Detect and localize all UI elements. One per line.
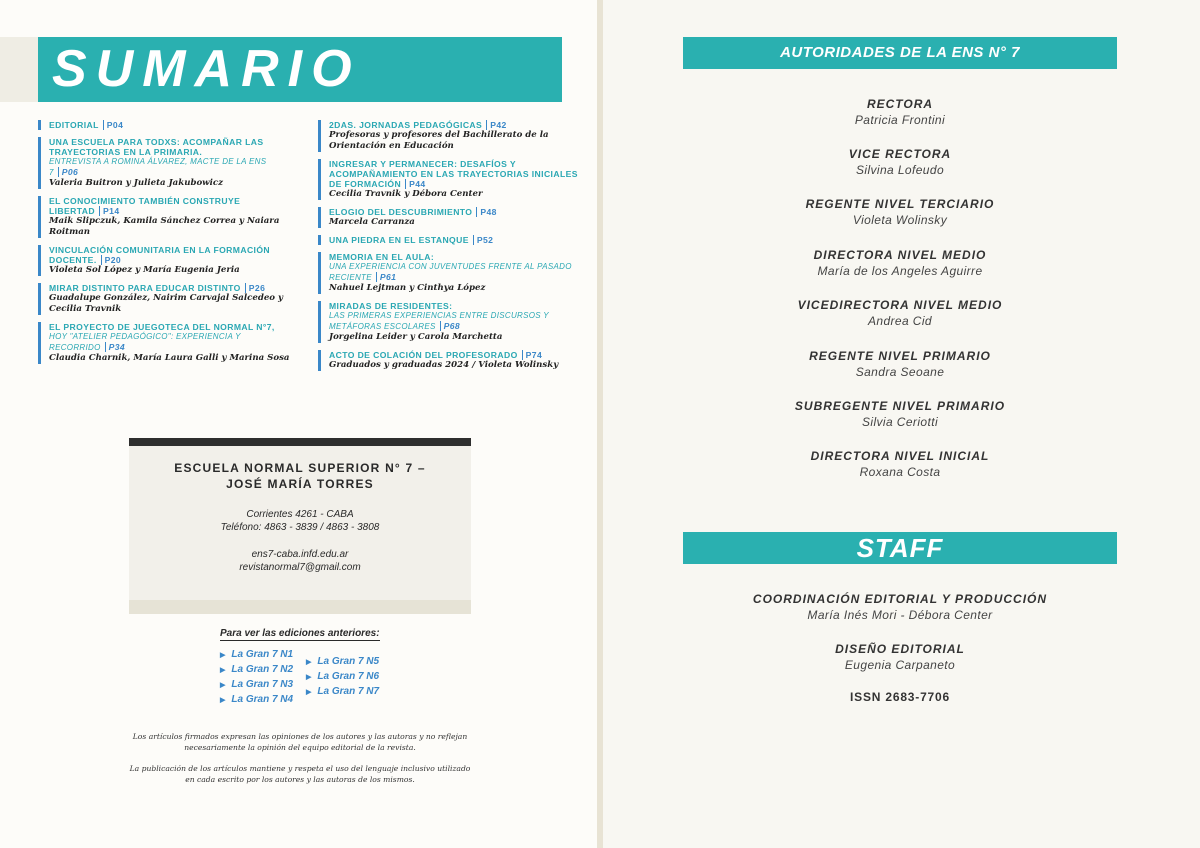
role-name: Eugenia Carpaneto [844, 658, 956, 672]
toc-item[interactable] [38, 196, 298, 238]
toc-title: EL CONOCIMIENTO TAMBIÉN CONSTRUYE LIBERTAD [49, 196, 241, 216]
toc-title: MIRAR DISTINTO PARA EDUCAR DISTINTO [49, 283, 241, 293]
edition-link[interactable] [306, 670, 379, 685]
toc-page: P04 [103, 120, 124, 130]
decorative-strip [0, 37, 38, 102]
phone: Teléfono: 4863 - 3839 / 4863 - 3808 [220, 522, 380, 533]
edition-label: La Gran 7 N5 [317, 656, 380, 667]
triangle-right-icon: ▶ [306, 674, 312, 681]
address: Corrientes 4261 - CABA [246, 509, 354, 520]
triangle-right-icon: ▶ [220, 667, 226, 674]
authority-subregente-primario [683, 398, 1117, 430]
role-title: DISEÑO EDITORIAL [835, 642, 965, 656]
toc-item[interactable] [38, 245, 298, 276]
toc-subtitle: ENTREVISTA A ROMINA ÁLVAREZ, MACTE DE LA ENS 7 [49, 157, 267, 177]
authorities-title: AUTORIDADES DE LA ENS N° 7 [683, 37, 1117, 69]
authority-vice-rectora [683, 146, 1117, 178]
previous-editions-col1 [220, 648, 293, 708]
role-title: RECTORA [866, 97, 934, 111]
toc-title: MIRADAS DE RESIDENTES: [329, 301, 453, 311]
toc-title: EL PROYECTO DE JUEGOTECA DEL NORMAL N°7, [49, 322, 275, 332]
toc-authors: Maik Slipczuk, Kamila Sánchez Correa y Naiara Roitman [49, 216, 280, 237]
toc-item[interactable] [318, 207, 578, 228]
toc-page: P48 [476, 207, 497, 217]
role-title: REGENTE NIVEL TERCIARIO [805, 197, 995, 211]
toc-authors: Nahuel Lejtman y Cinthya López [329, 283, 486, 293]
toc-item[interactable] [318, 120, 578, 152]
role-name: Andrea Cid [867, 314, 933, 328]
edition-link[interactable] [306, 655, 379, 670]
toc-authors: Profesoras y profesores del Bachillerato de la Orientación en Educación [329, 130, 549, 151]
toc-title: ELOGIO DEL DESCUBRIMIENTO [329, 207, 473, 217]
toc-title: ACTO DE COLACIÓN DEL PROFESORADO [329, 350, 518, 360]
edition-label: La Gran 7 N3 [231, 679, 294, 690]
toc-page: P34 [105, 342, 126, 352]
edition-link[interactable] [220, 648, 293, 663]
toc-authors: Claudia Charnik, María Laura Galli y Marina Sosa [49, 353, 290, 363]
authority-vicedirectora-medio [683, 297, 1117, 329]
toc-item[interactable] [38, 283, 298, 315]
edition-link[interactable] [220, 693, 293, 708]
edition-link[interactable] [306, 685, 379, 700]
left-page [0, 0, 597, 848]
issn: ISSN 2683-7706 [850, 690, 950, 704]
toc-item[interactable] [318, 159, 578, 200]
role-name: Roxana Costa [859, 465, 941, 479]
toc-item[interactable] [318, 252, 578, 294]
toc-page: P20 [101, 255, 122, 265]
toc-page: P61 [376, 272, 397, 282]
toc-authors: Violeta Sol López y María Eugenia Jeria [49, 265, 240, 275]
website-link[interactable]: ens7-caba.infd.edu.ar [251, 549, 349, 560]
toc-page: P74 [522, 350, 543, 360]
toc-page: P26 [245, 283, 266, 293]
toc-authors: Marcela Carranza [329, 217, 415, 227]
school-name-line1: ESCUELA NORMAL SUPERIOR N° 7 – [174, 461, 426, 475]
role-name: María Inés Mori - Débora Center [807, 608, 993, 622]
toc-title: MEMORIA EN EL AULA: [329, 252, 435, 262]
disclaimer-inclusive-language: La publicación de los artículos mantiene y respeta el uso del lenguaje inclusivo utilizado en cada escrito por los autores y las autoras de los mismos. [129, 764, 471, 784]
toc-item[interactable] [38, 322, 298, 364]
edition-label: La Gran 7 N4 [231, 694, 294, 705]
edition-label: La Gran 7 N1 [231, 649, 294, 660]
edition-link[interactable] [220, 678, 293, 693]
edition-label: La Gran 7 N2 [231, 664, 294, 675]
sumario-banner [38, 37, 562, 102]
role-name: Silvina Lofeudo [855, 163, 945, 177]
disclaimer-opinions: Los artículos firmados expresan las opiniones de los autores y las autoras y no reflejan necesariamente la opinión del equipo editorial de la revista. [132, 732, 468, 752]
edition-label: La Gran 7 N6 [317, 671, 380, 682]
edition-link[interactable] [220, 663, 293, 678]
toc-page: P44 [405, 179, 426, 189]
role-title: REGENTE NIVEL PRIMARIO [809, 349, 991, 363]
toc-title: UNA ESCUELA PARA TODXS: ACOMPAÑAR LAS TRAYECTORIAS EN LA PRIMARIA. [49, 137, 264, 157]
toc-subtitle: LAS PRIMERAS EXPERIENCIAS ENTRE DISCURSOS Y METÁFORAS ESCOLARES [329, 311, 549, 331]
role-name: María de los Angeles Aguirre [817, 264, 983, 278]
role-title: VICEDIRECTORA NIVEL MEDIO [797, 298, 1003, 312]
email-link[interactable]: revistanormal7@gmail.com [239, 562, 361, 573]
toc-title: UNA PIEDRA EN EL ESTANQUE [329, 235, 469, 245]
edition-label: La Gran 7 N7 [317, 686, 380, 697]
toc-authors: Cecilia Travnik y Débora Center [329, 189, 483, 199]
role-name: Silvia Ceriotti [861, 415, 939, 429]
triangle-right-icon: ▶ [220, 652, 226, 659]
triangle-right-icon: ▶ [306, 659, 312, 666]
toc-page: P52 [473, 235, 494, 245]
toc-title: VINCULACIÓN COMUNITARIA EN LA FORMACIÓN DOCENTE. [49, 245, 271, 265]
toc-item[interactable] [318, 350, 578, 371]
triangle-right-icon: ▶ [220, 697, 226, 704]
toc-title: 2DAS. JORNADAS PEDAGÓGICAS [329, 120, 483, 130]
role-title: DIRECTORA NIVEL MEDIO [813, 248, 987, 262]
triangle-right-icon: ▶ [220, 682, 226, 689]
staff-title: STAFF [683, 532, 1117, 564]
previous-editions-col2 [306, 655, 379, 700]
toc-title: INGRESAR Y PERMANECER: DESAFÍOS Y ACOMPAÑAMIENTO EN LAS TRAYECTORIAS INICIALES DE FORMACIÓN [329, 159, 578, 189]
toc-item[interactable] [318, 235, 578, 245]
contact-box [129, 438, 471, 614]
toc-item[interactable] [38, 120, 298, 130]
school-name-line2: JOSÉ MARÍA TORRES [226, 477, 374, 491]
role-title: COORDINACIÓN EDITORIAL Y PRODUCCIÓN [752, 592, 1048, 606]
toc-authors: Valeria Buitron y Julieta Jakubowicz [49, 178, 223, 188]
toc-item[interactable] [318, 301, 578, 343]
previous-editions-title: Para ver las ediciones anteriores: [220, 628, 380, 639]
staff-design [683, 641, 1117, 673]
triangle-right-icon: ▶ [306, 689, 312, 696]
authority-directora-medio [683, 247, 1117, 279]
role-title: DIRECTORA NIVEL INICIAL [810, 449, 990, 463]
toc-subtitle: HOY "ATELIER PEDAGÓGICO": EXPERIENCIA Y RECORRIDO [49, 332, 241, 352]
role-name: Sandra Seoane [855, 365, 945, 379]
authority-regente-primario [683, 348, 1117, 380]
toc-subtitle: UNA EXPERIENCIA CON JUVENTUDES FRENTE AL PASADO RECIENTE [329, 262, 572, 282]
staff-coordination [683, 591, 1117, 623]
toc-left-column [38, 120, 298, 371]
toc-title: EDITORIAL [49, 120, 99, 130]
authority-rectora [683, 96, 1117, 128]
contact-footer-band [129, 600, 471, 614]
toc-right-column [318, 120, 578, 378]
authority-regente-terciario [683, 196, 1117, 228]
role-title: VICE RECTORA [848, 147, 952, 161]
toc-authors: Graduados y graduadas 2024 / Violeta Wolinsky [329, 360, 559, 370]
toc-authors: Guadalupe González, Nairim Carvajal Salcedeo y Cecilia Travnik [49, 293, 284, 314]
authority-directora-inicial [683, 448, 1117, 480]
toc-authors: Jorgelina Leider y Carola Marchetta [329, 332, 503, 342]
role-title: SUBREGENTE NIVEL PRIMARIO [794, 399, 1006, 413]
toc-item[interactable] [38, 137, 298, 189]
role-name: Violeta Wolinsky [852, 213, 948, 227]
toc-page: P68 [440, 321, 461, 331]
toc-page: P06 [58, 167, 79, 177]
role-name: Patricia Frontini [854, 113, 946, 127]
toc-page: P14 [99, 206, 120, 216]
sumario-title: SUMARIO [52, 40, 361, 98]
toc-page: P42 [486, 120, 507, 130]
